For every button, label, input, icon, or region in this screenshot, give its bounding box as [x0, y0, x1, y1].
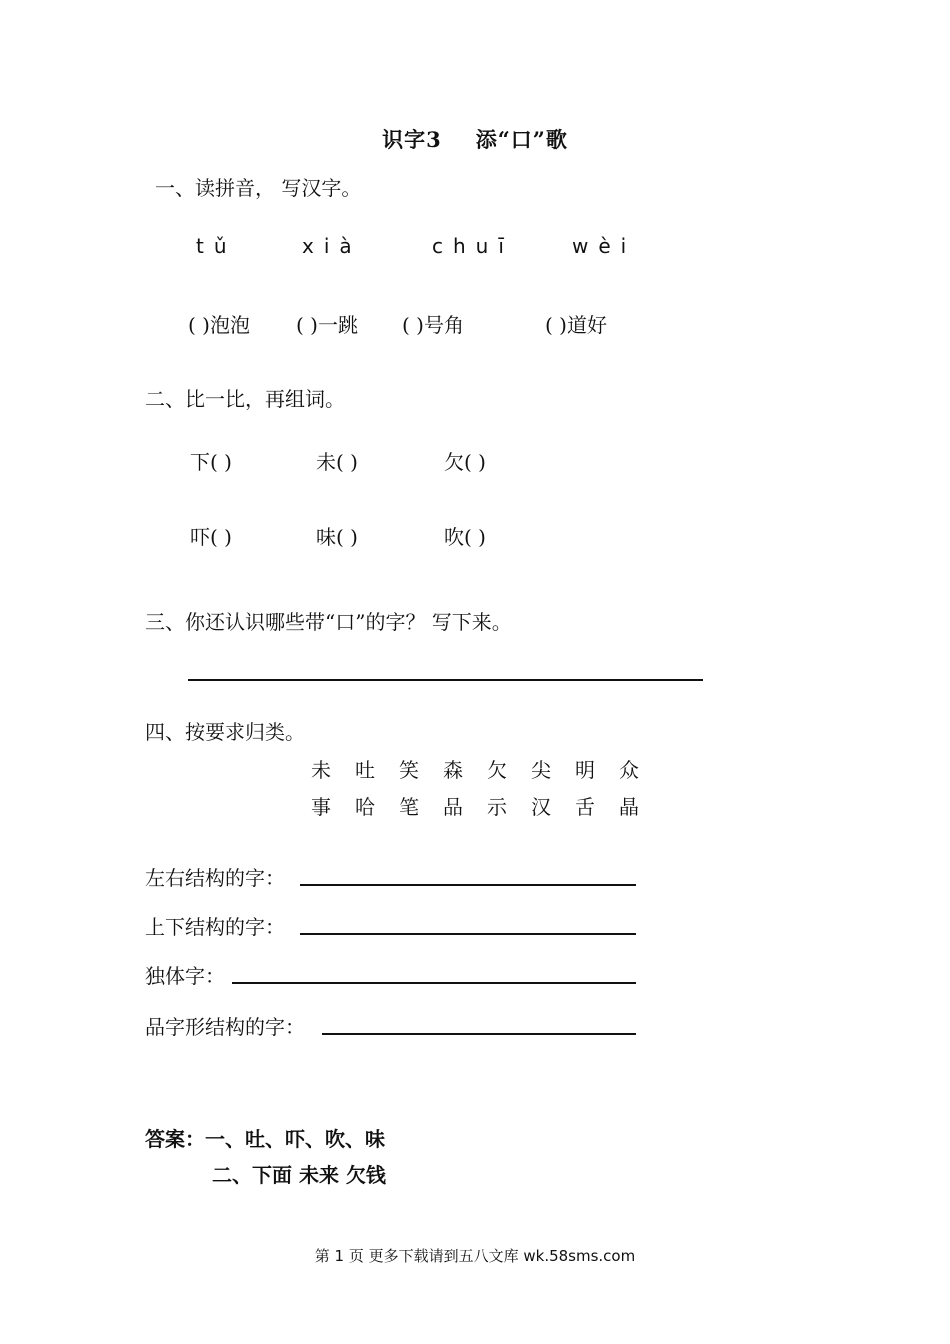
compare-word: 吓( )	[190, 525, 232, 549]
char-item: 哈	[355, 795, 375, 819]
char-item: 事	[311, 795, 331, 819]
char-item: 晶	[619, 795, 639, 819]
char-item: 尖	[531, 758, 551, 782]
title-name: 添“口”歌	[475, 127, 568, 152]
compare-word: 欠( )	[444, 450, 486, 474]
page-footer: 第 1 页 更多下载请到五八文库 wk.58sms.com	[314, 1247, 636, 1265]
pinyin-4: wèi	[572, 234, 637, 258]
pinyin-3: chuī	[432, 234, 514, 258]
fill-blank-1: ( )泡泡	[188, 313, 250, 337]
category-label-left-right: 左右结构的字：	[145, 866, 285, 890]
char-row-1	[311, 754, 663, 783]
category-line	[300, 884, 636, 886]
category-line	[300, 933, 636, 935]
section2-heading: 二、比一比，再组词。	[145, 387, 345, 411]
compare-word: 味( )	[316, 525, 358, 549]
char-item: 示	[487, 795, 507, 819]
answer-line-2: 二、下面 未来 欠钱	[212, 1163, 386, 1187]
category-label-pin-shape: 品字形结构的字：	[145, 1015, 305, 1039]
category-label-single: 独体字：	[145, 964, 225, 988]
char-item: 舌	[575, 795, 595, 819]
char-item: 明	[575, 758, 595, 782]
compare-word: 未( )	[316, 450, 358, 474]
char-item: 未	[311, 758, 331, 782]
section1-heading: 一、读拼音， 写汉字。	[155, 176, 362, 200]
char-item: 汉	[531, 795, 551, 819]
fill-blank-2: ( )一跳	[296, 313, 358, 337]
char-item: 森	[443, 758, 463, 782]
char-row-2	[311, 791, 663, 820]
char-item: 品	[443, 795, 463, 819]
section3-heading: 三、你还认识哪些带“口”的字？ 写下来。	[145, 610, 512, 634]
category-label-top-bottom: 上下结构的字：	[145, 915, 285, 939]
pinyin-1: tǔ	[196, 234, 237, 258]
category-line	[232, 982, 636, 984]
fill-blank-3: ( )号角	[402, 313, 464, 337]
char-item: 笑	[399, 758, 419, 782]
section4-heading: 四、按要求归类。	[145, 720, 305, 744]
fill-blank-4: ( )道好	[545, 313, 607, 337]
compare-word: 下( )	[190, 450, 232, 474]
char-item: 众	[619, 758, 639, 782]
title-lesson: 识字3	[382, 127, 442, 152]
char-item: 笔	[399, 795, 419, 819]
category-line	[322, 1033, 636, 1035]
char-item: 吐	[355, 758, 375, 782]
pinyin-2: xià	[302, 234, 362, 258]
page-title	[0, 124, 950, 154]
char-item: 欠	[487, 758, 507, 782]
answer-line	[188, 679, 703, 681]
answer-line-1: 答案：一、吐、吓、吹、味	[145, 1127, 385, 1151]
compare-word: 吹( )	[444, 525, 486, 549]
